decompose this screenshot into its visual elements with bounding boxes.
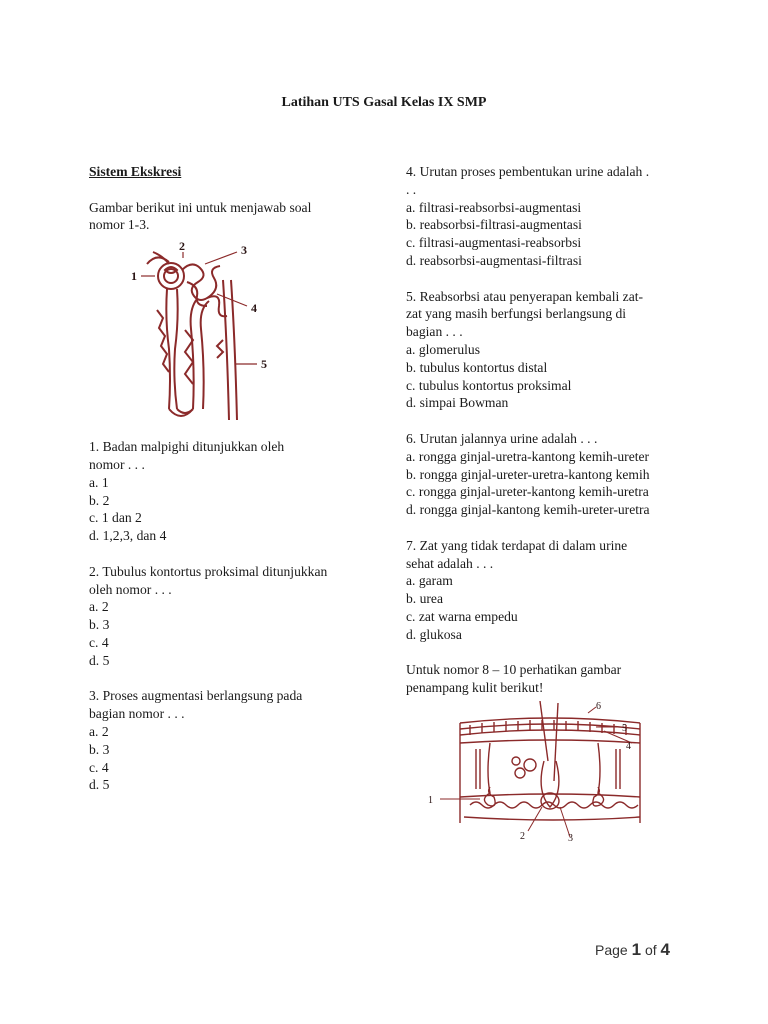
question-text: 6. Urutan jalannya urine adalah . . . bbox=[406, 430, 598, 446]
figure-label: 1 bbox=[131, 269, 137, 284]
question-text: bagian nomor . . . bbox=[89, 706, 185, 722]
instruction-text: penampang kulit berikut! bbox=[406, 680, 544, 696]
answer-option: a. filtrasi-reabsorbsi-augmentasi bbox=[406, 199, 582, 215]
answer-option: d. 1,2,3, dan 4 bbox=[89, 528, 167, 544]
figure-label: 5 bbox=[261, 357, 267, 372]
question-text: sehat adalah . . . bbox=[406, 555, 494, 571]
figure-label: 6 bbox=[596, 700, 601, 712]
answer-option: c. tubulus kontortus proksimal bbox=[406, 377, 572, 393]
figure-label: 2 bbox=[179, 240, 185, 254]
current-page: 1 bbox=[631, 940, 642, 959]
figure-label: 2 bbox=[520, 830, 525, 841]
of-word: of bbox=[644, 942, 657, 958]
answer-option: d. glukosa bbox=[406, 626, 462, 642]
answer-option: b. urea bbox=[406, 591, 443, 607]
figure-label: 4 bbox=[251, 301, 257, 316]
answer-option: d. reabsorbsi-augmentasi-filtrasi bbox=[406, 252, 582, 268]
page-word: Page bbox=[595, 942, 628, 958]
question-text: 4. Urutan proses pembentukan urine adalah . bbox=[406, 164, 650, 179]
question-text: 1. Badan malpighi ditunjukkan oleh bbox=[89, 439, 285, 455]
question-text: zat yang masih berfungsi berlangsung di bbox=[406, 306, 627, 322]
figure-label: 3 bbox=[241, 243, 247, 258]
answer-option: c. rongga ginjal-ureter-kantong kemih-uretra bbox=[406, 484, 649, 500]
answer-option: b. 2 bbox=[89, 492, 110, 508]
answer-option: d. 5 bbox=[89, 652, 110, 668]
question-text: 3. Proses augmentasi berlangsung pada bbox=[89, 688, 303, 704]
section-heading: Sistem Ekskresi bbox=[89, 164, 182, 179]
figure-label: 1 bbox=[428, 794, 433, 806]
answer-option: a. glomerulus bbox=[406, 341, 480, 357]
instruction-text: Untuk nomor 8 – 10 perhatikan gambar bbox=[406, 662, 622, 678]
total-pages: 4 bbox=[660, 940, 670, 959]
question-text: 7. Zat yang tidak terdapat di dalam urine bbox=[406, 537, 628, 553]
answer-option: b. 3 bbox=[89, 741, 110, 757]
question-text: bagian . . . bbox=[406, 324, 463, 340]
figure-label: 3 bbox=[568, 832, 573, 841]
intro-line: nomor 1-3. bbox=[89, 217, 150, 233]
right-column bbox=[406, 163, 686, 841]
left-column bbox=[89, 163, 364, 794]
question-text: oleh nomor . . . bbox=[89, 581, 172, 597]
answer-option: b. 3 bbox=[89, 617, 110, 633]
answer-option: a. 1 bbox=[89, 474, 109, 490]
answer-option: a. 2 bbox=[89, 599, 109, 615]
question-text: 2. Tubulus kontortus proksimal ditunjukkan bbox=[89, 563, 328, 579]
answer-option: d. simpai Bowman bbox=[406, 395, 509, 411]
page-title: Latihan UTS Gasal Kelas IX SMP bbox=[281, 95, 487, 110]
answer-option: c. zat warna empedu bbox=[406, 608, 518, 624]
skin-cross-section-figure bbox=[420, 701, 650, 841]
answer-option: c. 4 bbox=[89, 634, 109, 650]
intro-line: Gambar berikut ini untuk menjawab soal bbox=[89, 199, 312, 215]
answer-option: c. 4 bbox=[89, 759, 109, 775]
question-text: . . bbox=[406, 181, 417, 197]
answer-option: a. garam bbox=[406, 573, 453, 589]
figure-label: 4 bbox=[626, 740, 631, 752]
figure-label: 5 bbox=[622, 722, 627, 734]
answer-option: b. reabsorbsi-filtrasi-augmentasi bbox=[406, 217, 582, 233]
question-text: 5. Reabsorbsi atau penyerapan kembali zat- bbox=[406, 288, 644, 304]
question-text: nomor . . . bbox=[89, 456, 145, 472]
answer-option: c. filtrasi-augmentasi-reabsorbsi bbox=[406, 235, 582, 251]
answer-option: a. 2 bbox=[89, 723, 109, 739]
answer-option: d. rongga ginjal-kantong kemih-ureter-uretra bbox=[406, 502, 650, 518]
answer-option: d. 5 bbox=[89, 777, 110, 793]
answer-option: b. tubulus kontortus distal bbox=[406, 359, 548, 375]
page-indicator bbox=[595, 940, 670, 960]
nephron-figure bbox=[127, 240, 277, 430]
answer-option: a. rongga ginjal-uretra-kantong kemih-ureter bbox=[406, 448, 650, 464]
answer-option: c. 1 dan 2 bbox=[89, 510, 142, 526]
answer-option: b. rongga ginjal-ureter-uretra-kantong kemih bbox=[406, 466, 650, 482]
